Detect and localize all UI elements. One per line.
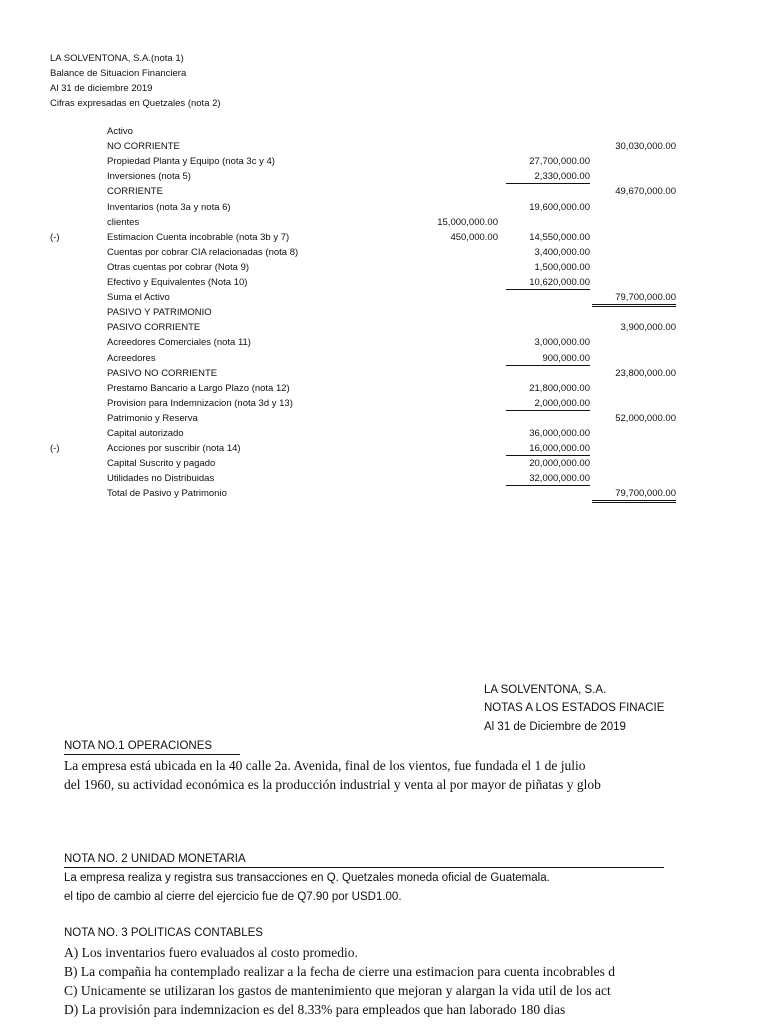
notes-company-name: LA SOLVENTONA, S.A. [484, 684, 607, 696]
row-amount-c2: 27,700,000.00 [529, 156, 590, 168]
row-amount-c2: 3,400,000.00 [534, 246, 590, 258]
row-amount-c2: 16,000,000.00 [506, 443, 590, 456]
nota3-item-a: A) Los inventarios fuero evaluados al costo promedio. [64, 945, 358, 960]
row-label: Capital autorizado [107, 428, 184, 439]
nota1-title-underline [64, 754, 240, 755]
row-label: PASIVO CORRIENTE [107, 322, 201, 334]
row-amount-c3: 23,800,000.00 [615, 367, 676, 379]
notes-title: NOTAS A LOS ESTADOS FINACIE [484, 702, 664, 714]
row-label: Capital Suscrito y pagado [107, 458, 216, 470]
row-amount-c3: 79,700,000.00 [592, 292, 676, 307]
row-label: PASIVO Y PATRIMONIO [107, 307, 212, 319]
row-label: Prestamo Bancario a Largo Plazo (nota 12) [107, 382, 290, 394]
row-amount-c1: 450,000.00 [450, 231, 498, 243]
row-amount-c2: 2,000,000.00 [506, 398, 590, 411]
row-amount-c3: 79,700,000.00 [592, 488, 676, 503]
row-label: Suma el Activo [107, 292, 170, 304]
nota3-item-d: D) La provisión para indemnizacion es del 8.33% para empleados que han laborado 180 dias [64, 1002, 566, 1017]
row-label: Acreedores [107, 352, 156, 364]
nota1-title: NOTA NO.1 OPERACIONES [64, 740, 213, 752]
row-amount-c3: 52,000,000.00 [615, 412, 676, 424]
nota3-title: NOTA NO. 3 POLITICAS CONTABLES [64, 927, 263, 939]
row-amount-c2: 20,000,000.00 [529, 458, 590, 470]
notes-date: Al 31 de Diciembre de 2019 [484, 721, 626, 733]
row-amount-c3: 3,900,000.00 [620, 322, 676, 334]
minus-marker: (-) [50, 443, 60, 455]
row-label: Acciones por suscribir (nota 14) [107, 443, 241, 455]
statement-title: Balance de Situacion Financiera [50, 68, 187, 79]
row-label: CORRIENTE [107, 186, 163, 198]
row-label: clientes [107, 216, 140, 228]
nota2-text-line1: La empresa realiza y registra sus transacciones en Q. Quetzales moneda oficial de Guatemala. [64, 872, 550, 884]
row-amount-c1: 15,000,000.00 [437, 216, 498, 228]
row-label: Total de Pasivo y Patrimonio [107, 488, 227, 500]
row-label: Estimacion Cuenta incobrable (nota 3b y 7) [107, 231, 290, 243]
nota2-title: NOTA NO. 2 UNIDAD MONETARIA [64, 853, 246, 865]
row-label: Activo [107, 126, 133, 137]
row-amount-c2: 1,500,000.00 [534, 261, 590, 273]
row-amount-c2: 36,000,000.00 [529, 428, 590, 439]
row-amount-c2: 3,000,000.00 [534, 337, 590, 349]
row-amount-c2: 900,000.00 [506, 353, 590, 366]
row-label: Acreedores Comerciales (nota 11) [107, 337, 251, 349]
row-label: PASIVO NO CORRIENTE [107, 367, 218, 379]
nota2-title-underline [64, 867, 664, 868]
row-amount-c2: 21,800,000.00 [529, 382, 590, 394]
statement-date: Al 31 de diciembre 2019 [50, 83, 153, 94]
row-amount-c2: 32,000,000.00 [506, 473, 590, 486]
company-name: LA SOLVENTONA, S.A.(nota 1) [50, 53, 184, 64]
row-label: Inventarios (nota 3a y nota 6) [107, 201, 231, 213]
nota1-text-line1: La empresa está ubicada en la 40 calle 2a. Avenida, final de los vientos, fue fundada el 1 de julio [64, 758, 586, 773]
row-amount-c3: 30,030,000.00 [615, 141, 676, 153]
row-label: Patrimonio y Reserva [107, 412, 198, 424]
currency-note: Cifras expresadas en Quetzales (nota 2) [50, 98, 221, 109]
row-amount-c3: 49,670,000.00 [615, 186, 676, 198]
nota2-text-line2: el tipo de cambio al cierre del ejercicio fue de Q7.90 por USD1.00. [64, 891, 402, 903]
row-label: Otras cuentas por cobrar (Nota 9) [107, 261, 250, 273]
nota3-item-c: C) Unicamente se utilizaran los gastos de mantenimiento que mejoran y alargan la vida util de los act [64, 983, 611, 998]
row-label: Utilidades no Distribuidas [107, 473, 215, 485]
row-label: Cuentas por cobrar CIA relacionadas (nota 8) [107, 246, 299, 258]
nota3-item-b: B) La compañia ha contemplado realizar a la fecha de cierre una estimacion para cuenta incobrables d [64, 964, 615, 979]
row-label: Provision para Indemnizacion (nota 3d y 13) [107, 397, 293, 409]
row-label: Inversiones (nota 5) [107, 171, 191, 183]
row-amount-c2: 19,600,000.00 [529, 201, 590, 213]
row-label: NO CORRIENTE [107, 141, 180, 153]
minus-marker: (-) [50, 231, 60, 243]
row-label: Propiedad Planta y Equipo (nota 3c y 4) [107, 156, 275, 168]
nota1-text-line2: del 1960, su actividad económica es la producción industrial y venta al por mayor de piñatas y glob [64, 777, 601, 792]
row-label: Efectivo y Equivalentes (Nota 10) [107, 277, 248, 288]
row-amount-c2: 2,330,000.00 [506, 171, 590, 184]
row-amount-c2: 14,550,000.00 [529, 231, 590, 243]
row-amount-c2: 10,620,000.00 [506, 277, 590, 290]
